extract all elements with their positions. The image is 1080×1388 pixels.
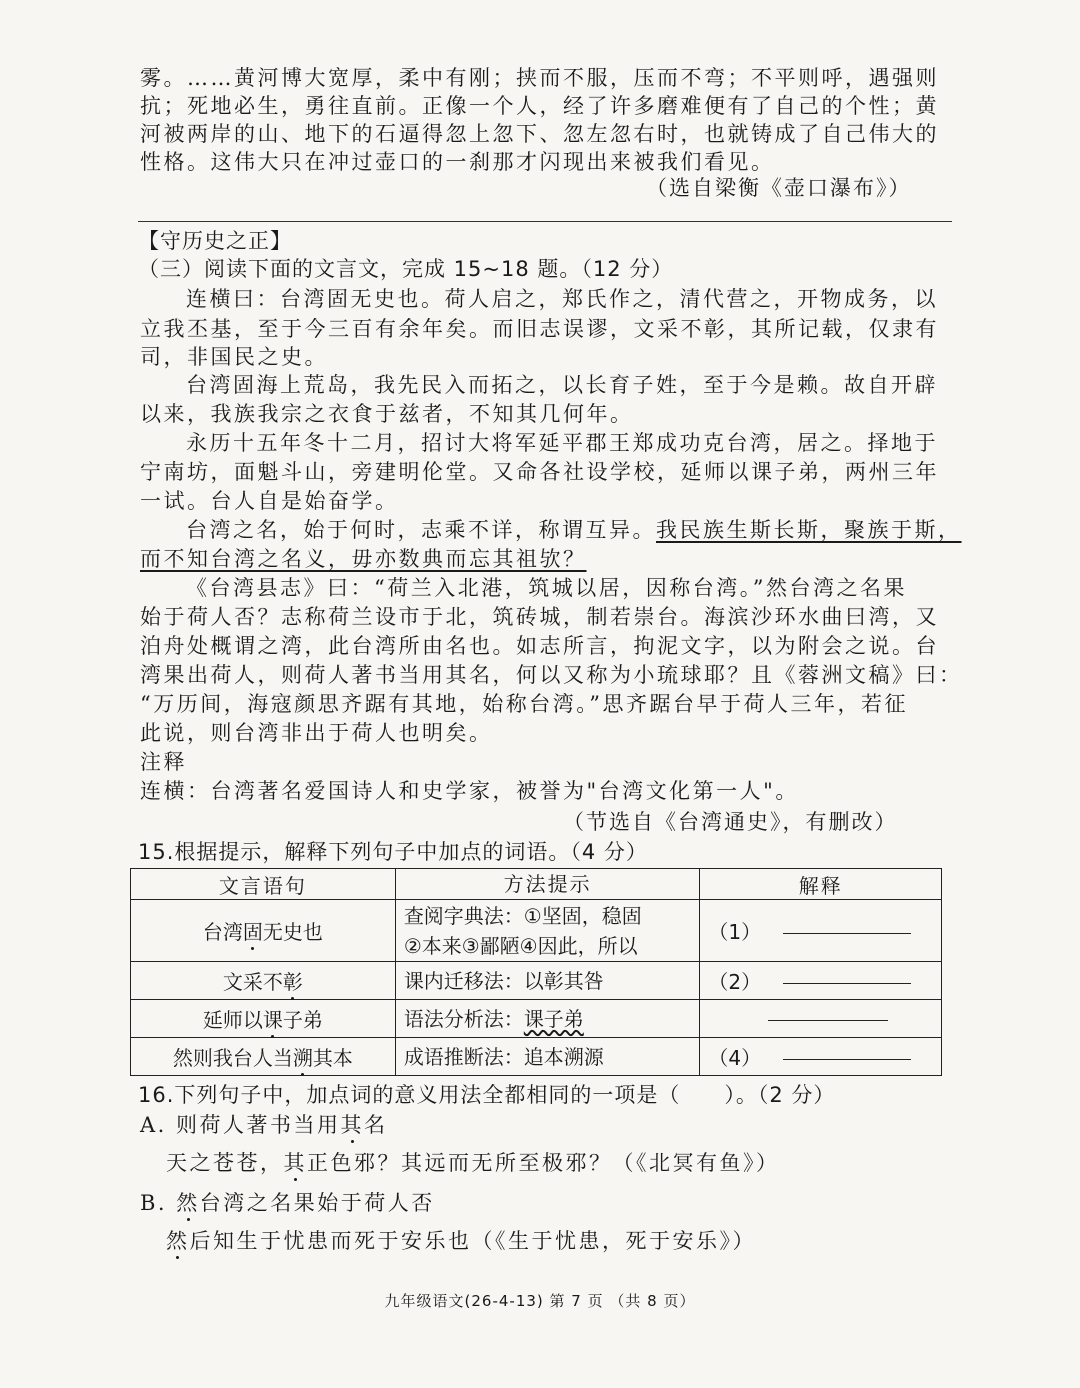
cell-text: 其本 xyxy=(312,1046,353,1070)
underlined-sentence: 而不知台湾之名义，毋亦数典而忘其祖欤？ xyxy=(140,547,587,571)
answer-number: （2） xyxy=(708,970,762,994)
hint-cell xyxy=(395,1000,700,1038)
q15-prompt: 15.根据提示，解释下列句子中加点的词语。（4 分） xyxy=(138,840,648,864)
hint-text: 查阅字典法：①坚固，稳固 xyxy=(403,903,642,928)
dotted-word: 其 xyxy=(340,1113,365,1137)
passage-source: （选自梁衡《壶口瀑布》） xyxy=(646,176,912,200)
option-text: B. xyxy=(140,1191,177,1215)
sentence-cell xyxy=(131,900,396,962)
classical-line: 连横曰：台湾固无史也。荷人启之，郑氏作之，清代营之，开物成务，以 xyxy=(186,287,938,311)
classical-line: “万历间，海寇颜思齐踞有其地，始称台湾。”思齐踞台早于荷人三年，若征 xyxy=(140,692,908,716)
classical-line: 《台湾县志》曰：“荷兰入北港，筑城以居，因称台湾。”然台湾之名果 xyxy=(186,576,907,600)
cell-text: 子弟 xyxy=(282,1008,323,1032)
passage-line: 雾。……黄河博大宽厚，柔中有刚；挟而不服，压而不弯；不平则呼，遇强则 xyxy=(140,66,939,90)
dotted-word: 课 xyxy=(262,1008,283,1032)
cell-text: 然则我台人当 xyxy=(172,1046,293,1070)
passage-line: 性格。这伟大只在冲过壶口的一刹那才闪现出来被我们看见。 xyxy=(140,150,775,174)
dotted-word: 然 xyxy=(176,1191,200,1215)
cell-text: 无史也 xyxy=(262,920,323,944)
q16-prompt: 16.下列句子中，加点词的意义用法全都相同的一项是（ ）。（2 分） xyxy=(138,1083,836,1107)
classical-line xyxy=(140,544,940,574)
dotted-word: 溯 xyxy=(292,1046,313,1070)
notes-label: 注释 xyxy=(140,750,187,774)
classical-line: 此说，则台湾非出于荷人也明矣。 xyxy=(140,721,493,745)
section-divider xyxy=(138,221,952,222)
option-text: 名 xyxy=(364,1113,388,1137)
classical-line: 湾果出荷人，则荷人著书当用其名，何以又称为小琉球耶？且《蓉洲文稿》曰： xyxy=(140,663,963,687)
table-row xyxy=(131,962,942,1000)
answer-cell[interactable] xyxy=(700,962,942,1000)
classical-line: 始于荷人否？志称荷兰设市于北，筑砖城，制若崇台。海滨沙环水曲曰湾，又 xyxy=(140,605,939,629)
classical-line: 台湾固海上荒岛，我先民入而拓之，以长育子姓，至于今是赖。故自开辟 xyxy=(186,373,938,397)
sentence-cell xyxy=(131,962,396,1000)
table-header-row xyxy=(131,869,942,900)
q16-option-a-compare xyxy=(166,1148,966,1178)
section-title: 【守历史之正】 xyxy=(138,229,292,253)
option-text: 正色邪？其远而无所至极邪？（《北冥有鱼》） xyxy=(307,1151,780,1175)
cell-text: 延师以 xyxy=(202,1008,263,1032)
classical-text: 台湾之名，始于何时，志乘不详，称谓互异。 xyxy=(186,518,656,542)
underlined-sentence: 我民族生斯长斯，聚族于斯， xyxy=(656,518,962,542)
answer-blank[interactable] xyxy=(783,1059,911,1060)
answer-blank[interactable] xyxy=(783,983,911,984)
option-text: 后知生于忧患而死于安乐也（《生于忧患，死于安乐》） xyxy=(189,1229,756,1253)
classical-line: 宁南坊，面魁斗山，旁建明伦堂。又命各社设学校，延师以课子弟，两州三年 xyxy=(140,460,939,484)
page-footer: 九年级语文(26-4-13) 第 7 页 （共 8 页） xyxy=(384,1292,696,1310)
answer-blank[interactable] xyxy=(783,933,911,934)
option-text: 天之苍苍， xyxy=(166,1151,284,1175)
hint-text: ②本来③鄙陋④因此，所以 xyxy=(403,933,638,958)
q16-option-b-compare xyxy=(166,1226,966,1256)
q16-option-a[interactable] xyxy=(140,1110,940,1140)
col-header: 方法提示 xyxy=(395,869,700,900)
table-row xyxy=(131,900,942,962)
classical-line: 以来，我族我宗之衣食于兹者，不知其几何年。 xyxy=(140,402,634,426)
col-header: 文言语句 xyxy=(131,869,396,900)
hint-cell xyxy=(395,900,700,962)
dotted-word: 其 xyxy=(283,1151,307,1175)
q16-option-b[interactable] xyxy=(140,1188,940,1218)
dotted-word: 然 xyxy=(166,1229,190,1253)
option-text: 台湾之名果始于荷人否 xyxy=(199,1191,435,1215)
notes-text: 连横：台湾著名爱国诗人和史学家，被誉为"台湾文化第一人"。 xyxy=(140,779,799,803)
hint-cell: 成语推断法：追本溯源 xyxy=(395,1038,700,1076)
table-row xyxy=(131,1038,942,1076)
wavy-underlined-text: 课子弟 xyxy=(523,1006,584,1031)
answer-cell[interactable] xyxy=(700,1000,942,1038)
answer-blank[interactable] xyxy=(768,1020,888,1021)
classical-line: 一试。台人自是始奋学。 xyxy=(140,489,399,513)
table-row xyxy=(131,1000,942,1038)
dotted-word: 彰 xyxy=(282,970,303,994)
sentence-cell xyxy=(131,1038,396,1076)
hint-cell: 课内迁移法：以彰其咎 xyxy=(395,962,700,1000)
passage-line: 河被两岸的山、地下的石逼得忽上忽下、忽左忽右时，也就铸成了自己伟大的 xyxy=(140,122,939,146)
classical-line: 永历十五年冬十二月，招讨大将军延平郡王郑成功克台湾，居之。择地于 xyxy=(186,431,938,455)
answer-number: （1） xyxy=(708,920,762,944)
answer-cell[interactable] xyxy=(700,900,942,962)
answer-number: （4） xyxy=(708,1046,762,1070)
col-header: 解释 xyxy=(700,869,942,900)
cell-text: 台湾 xyxy=(202,920,243,944)
section-instruction: （三）阅读下面的文言文，完成 15~18 题。（12 分） xyxy=(138,257,674,281)
dotted-word: 固 xyxy=(242,920,263,944)
answer-cell[interactable] xyxy=(700,1038,942,1076)
sentence-cell xyxy=(131,1000,396,1038)
hint-text: 语法分析法： xyxy=(403,1006,524,1031)
classical-line: 立我丕基，至于今三百有余年矣。而旧志误谬，文采不彰，其所记载，仅隶有 xyxy=(140,317,939,341)
passage-line: 抗；死地必生，勇往直前。正像一个人，经了许多磨难便有了自己的个性；黄 xyxy=(140,94,939,118)
classical-line xyxy=(186,515,986,545)
classical-line: 司，非国民之史。 xyxy=(140,345,328,369)
classical-source: （节选自《台湾通史》，有删改） xyxy=(563,810,898,834)
classical-line: 泊舟处概谓之湾，此台湾所由名也。如志所言，拘泥文字，以为附会之说。台 xyxy=(140,634,939,658)
q15-table xyxy=(130,868,942,1076)
cell-text: 文采不 xyxy=(222,970,283,994)
option-text: A. 则荷人著书当用 xyxy=(140,1113,341,1137)
